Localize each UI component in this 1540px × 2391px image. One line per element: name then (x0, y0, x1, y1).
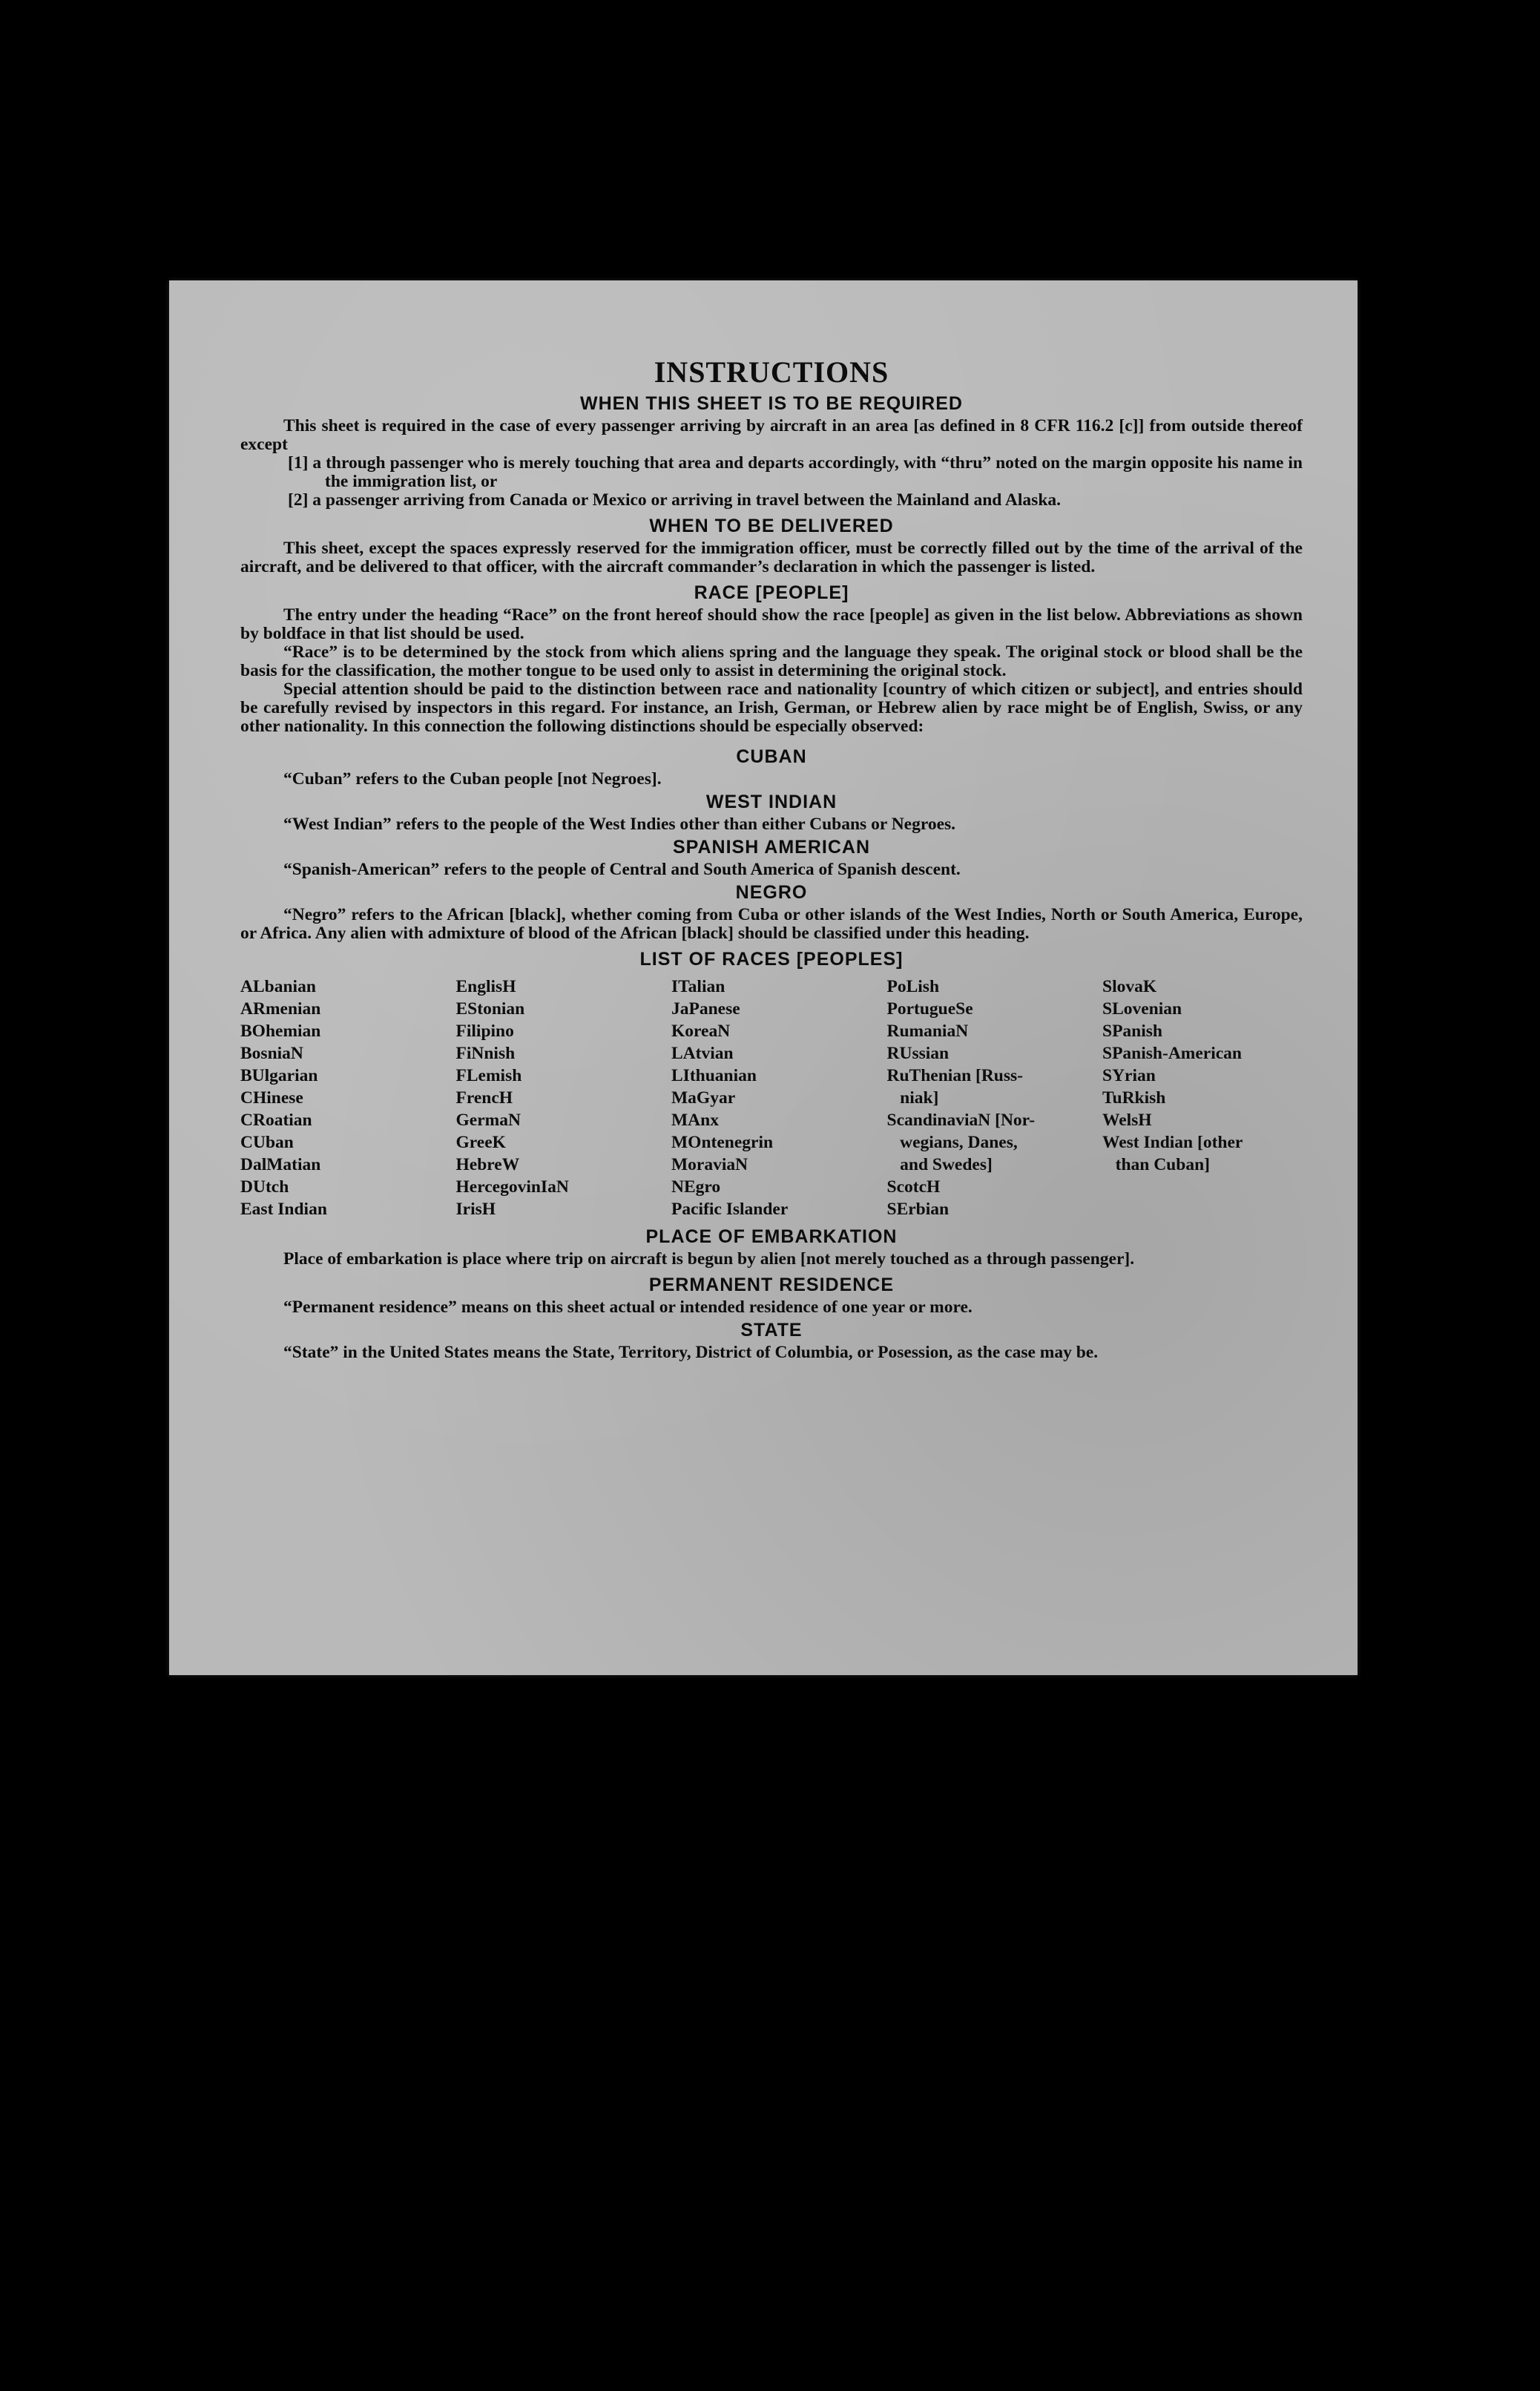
race-entry: GreeK (455, 1133, 506, 1152)
race-entry: ITalian (671, 977, 725, 996)
races-column-2 (456, 976, 649, 1220)
race-entry: West Indian [other (1102, 1133, 1243, 1152)
cuban-text: “Cuban” refers to the Cuban people [not Negroes]. (283, 769, 662, 789)
race-entry: RUssian (886, 1044, 950, 1063)
when-required-intro: This sheet is required in the case of every passenger arriving by aircraft in an area [as defined in 8 CFR 116.2 [c]] from outside thereof except (240, 416, 1303, 454)
race-entry: wegians, Danes, (886, 1133, 1018, 1152)
permanent-residence-text: “Permanent residence” means on this sheet actual or intended residence of one year or more. (283, 1298, 973, 1317)
race-entry: SPanish-American (1102, 1044, 1242, 1063)
heading-races-list: LIST OF RACES [PEOPLES] (639, 949, 904, 970)
races-column-3 (671, 976, 864, 1220)
race-entry: MOntenegrin (671, 1133, 774, 1152)
spanish-american-text: “Spanish-American” refers to the people of Central and South America of Spanish descent. (283, 860, 961, 879)
race-entry: DalMatian (240, 1155, 321, 1174)
heading-spanish-american: SPANISH AMERICAN (672, 837, 870, 858)
race-entry: than Cuban] (1102, 1155, 1210, 1174)
document-title: INSTRUCTIONS (654, 355, 889, 389)
heading-cuban: CUBAN (736, 746, 807, 767)
heading-negro: NEGRO (735, 882, 808, 903)
heading-embarkation: PLACE OF EMBARKATION (645, 1226, 898, 1247)
race-entry: FLemish (455, 1066, 522, 1085)
instruction-sheet (169, 280, 1358, 1675)
race-entry: Pacific Islander (671, 1200, 789, 1219)
heading-when-delivered: WHEN TO BE DELIVERED (649, 516, 894, 536)
race-entry: ScotcH (886, 1177, 941, 1197)
race-entry: IrisH (455, 1200, 496, 1219)
state-text: “State” in the United States means the State, Territory, District of Columbia, or Posession, as the case may be. (283, 1343, 1099, 1362)
race-entry: PoLish (886, 977, 940, 996)
race-paragraph-3: Special attention should be paid to the distinction between race and nationality [country of which citizen or subject], and entries should be carefully revised by inspectors in this regard. For instance, an Irish, German, or Hebrew alien by race might be of English, Swiss, or any other nationality. In this connection the following distinctions should be especially observed: (240, 680, 1303, 736)
race-entry: ALbanian (240, 977, 316, 996)
exception-item-2: [2] a passenger arriving from Canada or Mexico or arriving in travel between the Mainland and Alaska. (288, 490, 1062, 510)
race-entry: MoraviaN (671, 1155, 748, 1174)
heading-state: STATE (740, 1320, 803, 1341)
race-entry: and Swedes] (886, 1155, 993, 1174)
race-entry: BUlgarian (240, 1066, 318, 1085)
race-entry: LAtvian (671, 1044, 734, 1063)
race-entry: CRoatian (240, 1111, 312, 1130)
races-column-5 (1102, 976, 1295, 1220)
race-entry: GermaN (455, 1111, 521, 1130)
race-entry: RuThenian [Russ- (886, 1066, 1023, 1085)
race-entry: JaPanese (671, 999, 740, 1019)
races-column-4 (887, 976, 1080, 1220)
race-entry: CUban (240, 1133, 294, 1152)
when-delivered-text: This sheet, except the spaces expressly reserved for the immigration officer, must be correctly filled out by the time of the arrival of the aircraft, and be delivered to that officer, with the aircraft commander’s declaration in which the passenger is listed. (240, 539, 1303, 576)
races-column-1 (240, 976, 433, 1220)
race-entry: DUtch (240, 1177, 289, 1197)
race-paragraph-1: The entry under the heading “Race” on the front hereof should show the race [people] as given in the list below. Abbreviations as shown by boldface in that list should be used. (240, 605, 1303, 643)
race-entry: SYrian (1102, 1066, 1156, 1085)
race-entry: SErbian (886, 1200, 950, 1219)
race-entry: FrencH (455, 1088, 513, 1108)
race-entry: MaGyar (671, 1088, 736, 1108)
race-entry: HercegovinIaN (455, 1177, 569, 1197)
race-entry: LIthuanian (671, 1066, 757, 1085)
race-entry: EStonian (455, 999, 525, 1019)
race-entry: NEgro (671, 1177, 721, 1197)
west-indian-text: “West Indian” refers to the people of the West Indies other than either Cubans or Negroes. (283, 815, 956, 834)
race-entry: BosniaN (240, 1044, 303, 1063)
race-entry: East Indian (240, 1200, 327, 1219)
race-entry: WelsH (1102, 1111, 1152, 1130)
race-entry: RumaniaN (886, 1022, 969, 1041)
heading-west-indian: WEST INDIAN (705, 792, 838, 812)
sheet-content (240, 355, 1303, 1362)
heading-permanent-residence: PERMANENT RESIDENCE (648, 1275, 895, 1295)
exception-item-1: [1] a through passenger who is merely touching that area and departs accordingly, with “thru” noted on the margin opposite his name in the immigration list, or (288, 453, 1303, 491)
race-entry: SlovaK (1102, 977, 1157, 996)
race-entry: niak] (886, 1088, 939, 1108)
negro-text: “Negro” refers to the African [black], whether coming from Cuba or other islands of the West Indies, North or South America, Europe, or Africa. Any alien with admixture of blood of the African [black] should be classified under this heading. (240, 905, 1303, 943)
race-entry: ScandinaviaN [Nor- (886, 1111, 1036, 1130)
race-paragraph-2: “Race” is to be determined by the stock from which aliens spring and the language they speak. The original stock or blood shall be the basis for the classification, the mother tongue to be used only to assist in determining the original stock. (240, 642, 1303, 680)
race-entry: TuRkish (1102, 1088, 1166, 1108)
race-entry: PortugueSe (886, 999, 973, 1019)
races-table (240, 976, 1303, 1220)
race-entry: HebreW (455, 1155, 520, 1174)
heading-when-required: WHEN THIS SHEET IS TO BE REQUIRED (580, 393, 963, 414)
heading-race: RACE [PEOPLE] (694, 582, 849, 603)
race-entry: ARmenian (240, 999, 321, 1019)
race-entry: SPanish (1102, 1022, 1162, 1041)
race-entry: BOhemian (240, 1022, 321, 1041)
race-entry: MAnx (671, 1111, 719, 1130)
race-entry: Filipino (455, 1022, 514, 1041)
race-entry: EnglisH (455, 977, 516, 996)
race-entry: FiNnish (455, 1044, 516, 1063)
embarkation-text: Place of embarkation is place where trip on aircraft is begun by alien [not merely touched as a through passenger]. (283, 1249, 1135, 1269)
race-entry: SLovenian (1102, 999, 1182, 1019)
race-entry: KoreaN (671, 1022, 731, 1041)
race-entry: CHinese (240, 1088, 303, 1108)
